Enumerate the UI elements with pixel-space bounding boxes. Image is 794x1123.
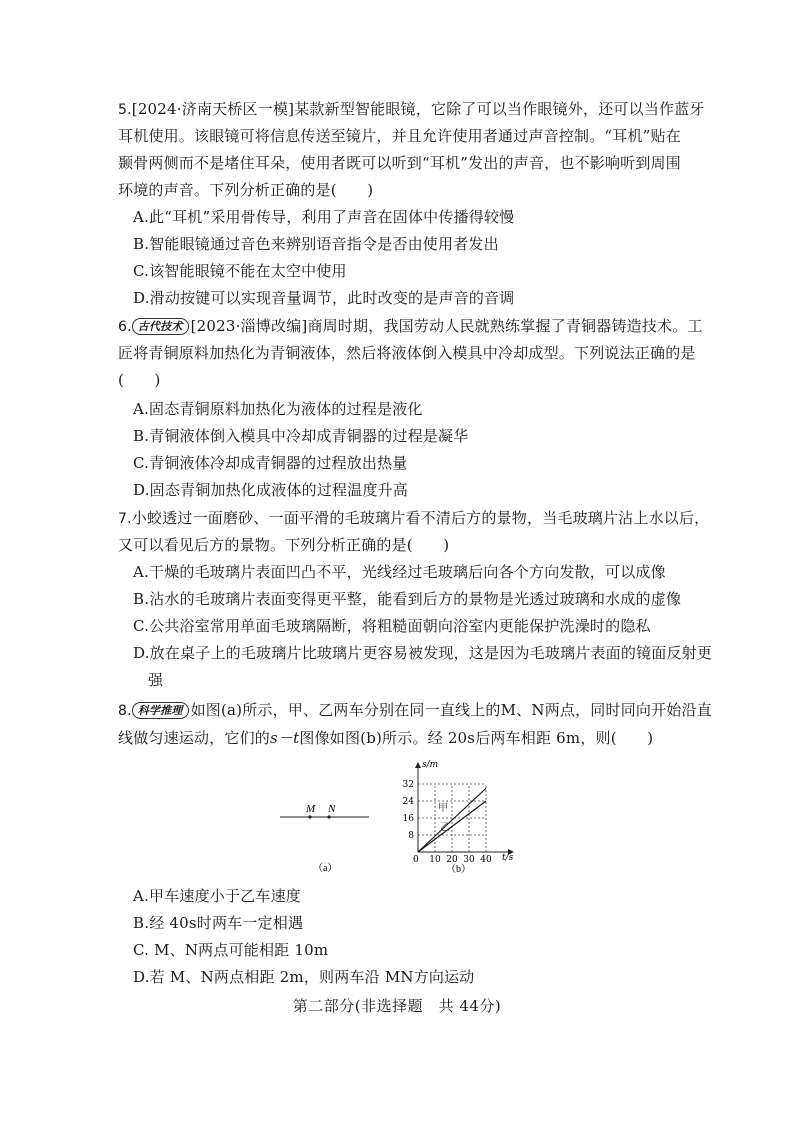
q8-option-b[interactable]: B.经 40s时两车一定相遇 <box>133 914 304 932</box>
q5-source: [2024·济南天桥区一模] <box>131 100 295 118</box>
figure-a <box>280 803 369 874</box>
point-n-dot <box>327 815 330 818</box>
point-n-label: N <box>328 803 336 815</box>
figure-b-chart <box>403 760 514 875</box>
q5-option-a[interactable]: A.此“耳机”采用骨传导，利用了声音在固体中传播得较慢 <box>133 208 515 226</box>
q7-option-a[interactable]: A.干燥的毛玻璃片表面凹凸不平，光线经过毛玻璃后向各个方向发散，可以成像 <box>133 563 666 581</box>
y-tick-label-2: 24 <box>402 797 414 807</box>
q7-option-d-continuation: 强 <box>148 671 164 689</box>
q8-figures <box>270 756 530 878</box>
q8-option-a[interactable]: A.甲车速度小于乙车速度 <box>133 887 302 905</box>
q8-option-d[interactable]: D.若 M、N两点相距 2m，则两车沿 MN方向运动 <box>133 968 475 986</box>
y-tick-label-3: 32 <box>402 780 414 790</box>
q6-option-c[interactable]: C.青铜液体冷却成青铜器的过程放出热量 <box>133 454 408 472</box>
q6-line-3: ( ) <box>118 371 161 389</box>
series-label-0: 甲 <box>438 803 448 815</box>
q7-option-b[interactable]: B.沾水的毛玻璃片表面变得更平整，能看到后方的景物是光透过玻璃和水成的虚像 <box>133 590 682 608</box>
y-tick-label-0: 8 <box>408 831 414 841</box>
q8-category-tag: 科学推理 <box>132 702 189 719</box>
q6-line-2: 匠将青铜原料加热化为青铜液体，然后将液体倒入模具中冷却成型。下列说法正确的是 <box>118 344 696 362</box>
y-axis-arrow-icon <box>415 762 421 768</box>
q5-option-d[interactable]: D.滑动按键可以实现音量调节，此时改变的是声音的音调 <box>133 289 515 307</box>
origin-label: 0 <box>413 855 419 865</box>
q7-line-2: 又可以看见后方的景物。下列分析正确的是( ) <box>118 536 450 554</box>
q7-text-1: 小蛟透过一面磨砂、一面平滑的毛玻璃片看不清后方的景物，当毛玻璃片沾上水以后， <box>131 509 710 527</box>
section-title: 第二部分(非选择题 共 44分) <box>292 997 502 1015</box>
x-tick-label-1: 20 <box>446 855 458 865</box>
q6-option-a[interactable]: A.固态青铜原料加热化为液体的过程是液化 <box>133 400 423 418</box>
series-line-1 <box>418 801 486 852</box>
q5-line-4: 环境的声音。下列分析正确的是( ) <box>118 181 374 199</box>
figure-b-caption: （b） <box>446 864 471 875</box>
q7-option-c[interactable]: C.公共浴室常用单面毛玻璃隔断，将粗糙面朝向浴室内更能保护洗澡时的隐私 <box>133 617 651 635</box>
q8-st-symbol: s－t <box>270 729 300 747</box>
q5-line-2: 耳机使用。该眼镜可将信息传送至镜片，并且允许使用者通过声音控制。“耳机”贴在 <box>118 127 681 145</box>
x-axis-label: t/s <box>502 853 514 863</box>
figure-a-caption: （a） <box>313 863 338 874</box>
q5-text-1: 某款新型智能眼镜，它除了可以当作眼镜外，还可以当作蓝牙 <box>294 100 705 118</box>
q8-text-1: 如图(a)所示，甲、乙两车分别在同一直线上的M、N两点，同时同向开始沿直 <box>190 701 712 719</box>
y-tick-label-1: 16 <box>402 814 414 824</box>
q8-text-2a: 线做匀速运动，它们的 <box>118 729 271 747</box>
q6-category-tag: 古代技术 <box>132 318 189 335</box>
x-tick-label-3: 40 <box>480 855 492 865</box>
q8-option-c[interactable]: C. M、N两点可能相距 10m <box>133 941 329 959</box>
q7-line-1 <box>118 508 709 529</box>
x-tick-label-0: 10 <box>429 855 441 865</box>
q5-number: 5. <box>118 102 132 118</box>
q7-number: 7. <box>118 511 132 527</box>
q6-number: 6. <box>118 319 132 335</box>
point-m-dot <box>308 815 311 818</box>
q8-line-2 <box>118 728 653 748</box>
point-m-label: M <box>306 803 316 815</box>
q5-line-1 <box>118 99 705 120</box>
q6-text-1: 商周时期，我国劳动人民就熟练掌握了青铜器铸造技术。工 <box>307 317 703 335</box>
q6-line-1 <box>118 316 703 337</box>
q8-number: 8. <box>118 703 132 719</box>
q8-text-2b: 图像如图(b)所示。经 20s后两车相距 6m，则( ) <box>299 729 654 747</box>
q5-option-b[interactable]: B.智能眼镜通过音色来辨别语音指令是否由使用者发出 <box>133 235 499 253</box>
q8-line-1 <box>118 700 712 721</box>
q5-option-c[interactable]: C.该智能眼镜不能在太空中使用 <box>133 262 347 280</box>
q6-source: [2023·淄博改编] <box>190 317 308 335</box>
x-tick-label-2: 30 <box>463 855 475 865</box>
series-label-1: 乙 <box>440 822 450 834</box>
q5-line-3: 颞骨两侧而不是堵住耳朵，使用者既可以听到“耳机”发出的声音，也不影响听到周围 <box>118 154 681 172</box>
y-axis-label: s/m <box>422 760 439 770</box>
q6-option-b[interactable]: B.青铜液体倒入模具中冷却成青铜器的过程是凝华 <box>133 427 469 445</box>
q6-option-d[interactable]: D.固态青铜加热化成液体的过程温度升高 <box>133 481 409 499</box>
q7-option-d[interactable]: D.放在桌子上的毛玻璃片比玻璃片更容易被发现，这是因为毛玻璃片表面的镜面反射更 <box>133 644 713 662</box>
